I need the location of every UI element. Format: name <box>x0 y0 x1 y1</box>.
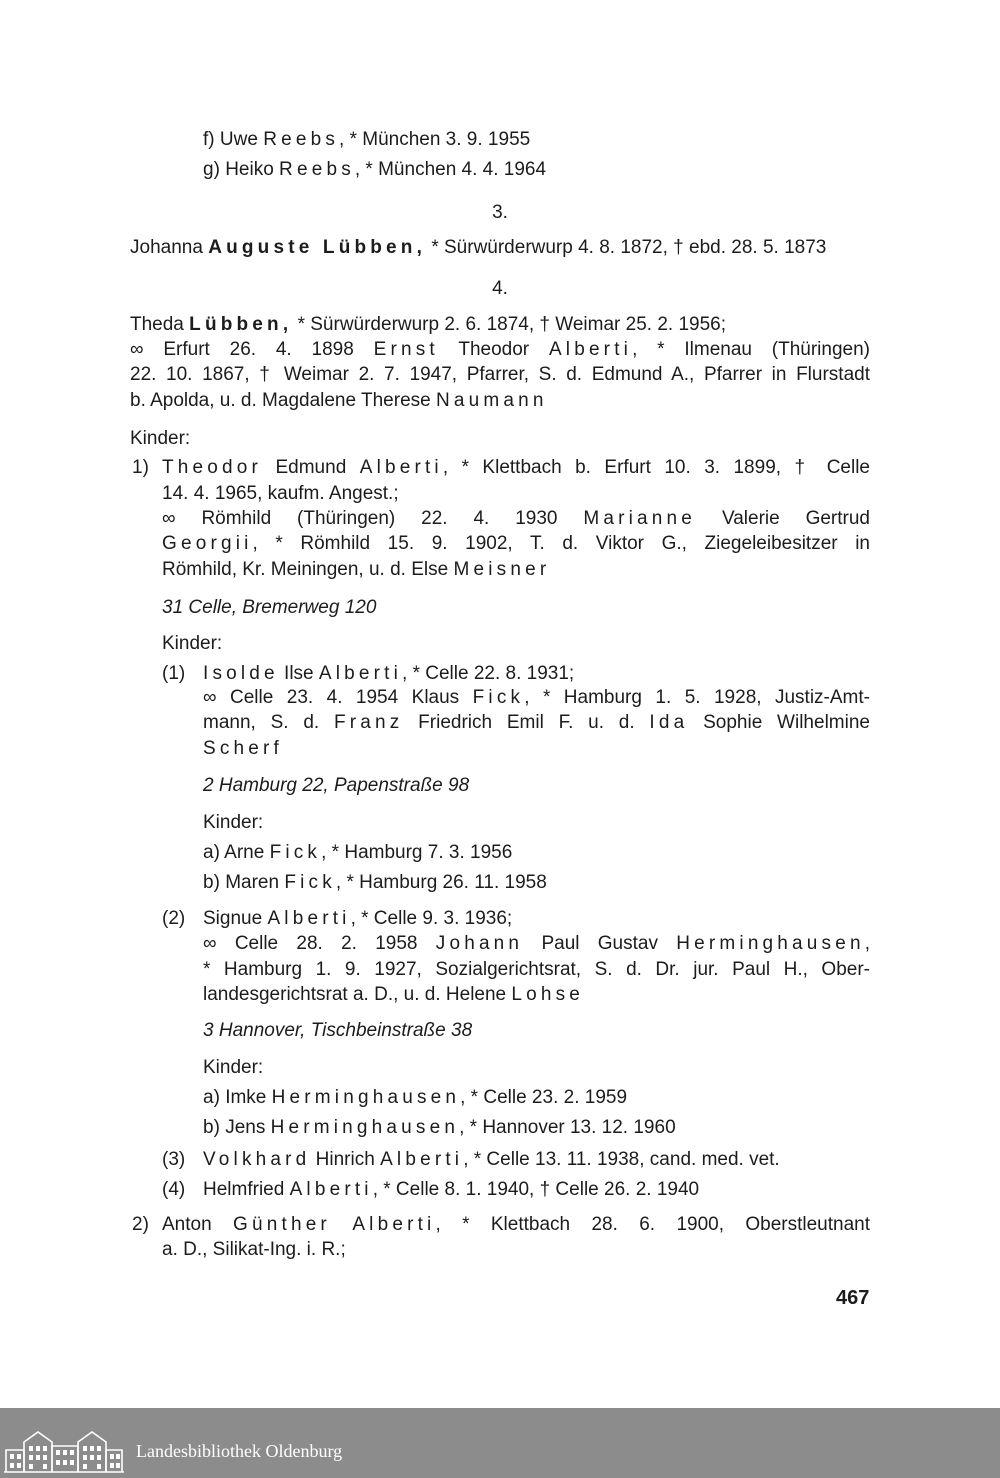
text-line <box>203 983 584 1007</box>
spaced-name: Günther <box>233 1214 331 1235</box>
entry-marker: (3) <box>162 1149 186 1170</box>
text: Römhild, Kr. Meiningen, u. d. Else <box>162 559 454 580</box>
marriage-text: ∞ Erfurt 26. 4. 1898 <box>130 339 374 360</box>
given-name: Uwe <box>219 129 264 150</box>
spaced-name: Alberti <box>352 1214 436 1235</box>
birth-info: , * München 3. 9. 1955 <box>339 129 531 150</box>
life-dates: * Sürwürderwurp 2. 6. 1874, † Weimar 25. 2. 1956; <box>292 314 727 335</box>
address-line: 31 Celle, Bremerweg 120 <box>162 597 377 618</box>
birth-info: , * Hamburg 26. 11. 1958 <box>335 872 547 893</box>
entry-marker: a) <box>203 1087 220 1108</box>
library-building-icon <box>4 1428 124 1474</box>
entry-marker: f) <box>203 129 215 150</box>
spaced-name: Isolde <box>203 663 279 684</box>
entry-isolde <box>203 662 574 686</box>
spaced-name: Alberti <box>548 339 633 360</box>
marriage-line <box>162 507 870 531</box>
entry-marker: 1) <box>132 457 149 478</box>
text-line <box>162 532 870 556</box>
page-number: 467 <box>836 1287 870 1309</box>
given-name: Helmfried <box>203 1179 290 1200</box>
spaced-name: Johann <box>435 933 524 954</box>
text-line <box>162 558 550 582</box>
surname: Herminghausen <box>270 1117 460 1138</box>
given-name: Jens <box>225 1117 271 1138</box>
surname: Alberti <box>289 1179 373 1200</box>
surname: Reebs <box>263 129 340 150</box>
entry-anton <box>162 1213 870 1237</box>
spaced-name: Georgii <box>162 533 253 554</box>
marriage-text: ∞ Celle 28. 2. 1958 <box>203 933 436 954</box>
entry-johanna <box>130 236 826 260</box>
entry-maren <box>203 871 547 895</box>
entry-marker: (1) <box>162 663 186 684</box>
footer-bar <box>0 1408 1000 1478</box>
surname: Alberti <box>267 908 351 929</box>
text: mann, S. d. <box>203 712 334 733</box>
marriage-text: ∞ Römhild (Thüringen) 22. 4. 1930 <box>162 508 584 529</box>
entry-arne <box>203 841 512 865</box>
given-name: Theda <box>130 314 190 335</box>
text: , <box>864 933 871 954</box>
text: b. Apolda, u. d. Magdalene Therese <box>130 390 436 411</box>
spaced-name: Scherf <box>203 738 283 759</box>
text: Paul Gustav <box>523 933 677 954</box>
text: , * Römhild 15. 9. 1902, T. d. Viktor G., Ziegeleibesitzer in <box>252 533 870 554</box>
marriage-line <box>203 932 870 956</box>
birth-info: , * Hamburg 7. 3. 1956 <box>321 842 513 863</box>
entry-marker: (4) <box>162 1179 186 1200</box>
spaced-name: Naumann <box>435 390 548 411</box>
text: , * Hamburg 1. 5. 1928, Justiz-Amt- <box>524 687 870 708</box>
bold-name: Lübben, <box>189 314 293 335</box>
text: Edmund <box>262 457 360 478</box>
spaced-name: Ida <box>649 712 689 733</box>
text: Sophie Wilhelmine <box>688 712 870 733</box>
address-line: 2 Hamburg 22, Papenstraße 98 <box>203 775 470 796</box>
text: , * Celle 13. 11. 1938, cand. med. vet. <box>463 1149 780 1170</box>
spaced-name: Alberti <box>318 663 403 684</box>
entry-marker: b) <box>203 872 220 893</box>
entry-signue <box>203 907 512 931</box>
spaced-name: Alberti <box>359 457 443 478</box>
text: Valerie Gertrud <box>696 508 870 529</box>
text: landesgerichtsrat a. D., u. d. Helene <box>203 984 512 1005</box>
text <box>331 1214 352 1235</box>
surname: Fick <box>269 842 322 863</box>
spaced-name: Volkhard <box>203 1149 311 1170</box>
entry-marker: (2) <box>162 908 186 929</box>
text: , * Ilmenau (Thüringen) <box>632 339 870 360</box>
spaced-name: Marianne <box>583 508 697 529</box>
marriage-line <box>203 686 870 710</box>
spaced-name: Theodor <box>162 457 263 478</box>
entry-f <box>203 128 530 152</box>
kinder-heading: Kinder: <box>162 633 223 654</box>
text: , * Celle 9. 3. 1936; <box>350 908 513 929</box>
text-line: 22. 10. 1867, † Weimar 2. 7. 1947, Pfarrer, S. d. Edmund A., Pfarrer in Flurstadt <box>130 364 870 385</box>
spaced-name: Herminghausen <box>676 933 865 954</box>
birth-info: , * Celle 23. 2. 1959 <box>460 1087 628 1108</box>
entry-imke <box>203 1086 627 1110</box>
spaced-name: Ernst <box>373 339 439 360</box>
surname: Fick <box>284 872 336 893</box>
text: , * Klettbach b. Erfurt 10. 3. 1899, † Celle <box>442 457 870 478</box>
text: , * Klettbach 28. 6. 1900, Oberstleutnant <box>435 1214 870 1235</box>
text: Hinrich <box>310 1149 381 1170</box>
entry-marker: g) <box>203 159 220 180</box>
entry-theda <box>130 313 726 337</box>
surname: Herminghausen <box>271 1087 461 1108</box>
entry-marker: b) <box>203 1117 220 1138</box>
entry-g <box>203 158 546 182</box>
given-name: Anton <box>162 1214 234 1235</box>
surname: Reebs <box>279 159 355 180</box>
birth-info: , * München 4. 4. 1964 <box>354 159 547 180</box>
marriage-line <box>130 338 870 362</box>
text: Friedrich Emil F. u. d. <box>403 712 650 733</box>
text-line: * Hamburg 1. 9. 1927, Sozialgerichtsrat, S. d. Dr. jur. Paul H., Ober- <box>203 959 870 980</box>
entry-theodor <box>162 456 870 480</box>
given-name: Signue <box>203 908 268 929</box>
entry-helmfried <box>203 1178 699 1202</box>
kinder-heading: Kinder: <box>203 1057 264 1078</box>
entry-jens <box>203 1116 676 1140</box>
library-label: Landesbibliothek Oldenburg <box>136 1441 343 1461</box>
section-number-3: 3. <box>492 202 508 223</box>
spaced-name: Franz <box>333 712 404 733</box>
given-name: Imke <box>225 1087 272 1108</box>
given-name: Maren <box>225 872 285 893</box>
spaced-name: Fick <box>472 687 525 708</box>
text: , * Celle 22. 8. 1931; <box>402 663 575 684</box>
section-number-4: 4. <box>492 278 508 299</box>
text-line: 14. 4. 1965, kaufm. Angest.; <box>162 483 399 504</box>
entry-marker: a) <box>203 842 220 863</box>
spaced-name: Lohse <box>511 984 585 1005</box>
bold-name: Auguste Lübben, <box>208 237 427 258</box>
address-line: 3 Hannover, Tischbeinstraße 38 <box>203 1020 473 1041</box>
text-line <box>203 711 870 735</box>
given-name: Arne <box>224 842 270 863</box>
spaced-name: Meisner <box>453 559 551 580</box>
text-line <box>203 737 283 761</box>
life-dates: * Sürwürderwurp 4. 8. 1872, † ebd. 28. 5. 1873 <box>426 237 827 258</box>
life-dates: , * Celle 8. 1. 1940, † Celle 26. 2. 1940 <box>372 1179 700 1200</box>
given-name: Johanna <box>130 237 209 258</box>
text: Theodor <box>438 339 549 360</box>
entry-volkhard <box>203 1148 780 1172</box>
kinder-heading: Kinder: <box>203 812 264 833</box>
entry-marker: 2) <box>132 1214 149 1235</box>
birth-info: , * Hannover 13. 12. 1960 <box>459 1117 676 1138</box>
text: Ilse <box>278 663 319 684</box>
kinder-heading: Kinder: <box>130 428 191 449</box>
text-line <box>130 389 548 413</box>
text-line: a. D., Silikat-Ing. i. R.; <box>162 1239 346 1260</box>
spaced-name: Alberti <box>380 1149 464 1170</box>
marriage-text: ∞ Celle 23. 4. 1954 Klaus <box>203 687 473 708</box>
given-name: Heiko <box>225 159 280 180</box>
